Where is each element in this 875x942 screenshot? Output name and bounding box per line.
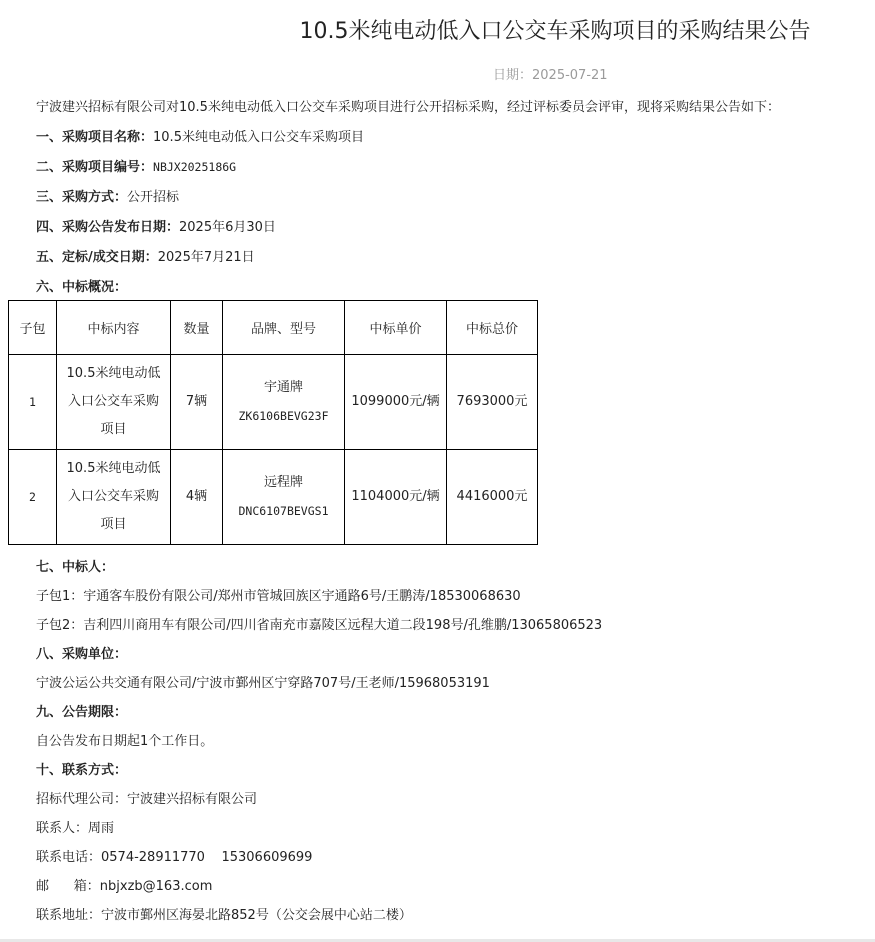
deal-date-value: 2025年7月21日 <box>157 250 255 265</box>
pubdate-label: 四、采购公告发布日期： <box>36 220 180 235</box>
content-line: 项目 <box>100 422 127 437</box>
unit-price-cell: 1104000元/辆 <box>345 450 447 545</box>
qty-cell: 7辆 <box>171 355 223 450</box>
project-name-line <box>36 126 364 145</box>
table-row <box>9 355 538 450</box>
header-cell: 品牌、型号 <box>223 301 345 355</box>
brand-cell <box>223 450 345 545</box>
project-code-line <box>36 156 236 175</box>
deal-date-line <box>36 246 255 265</box>
table-row <box>9 450 538 545</box>
content-line: 入口公交车采购 <box>67 394 159 409</box>
project-name-label: 一、采购项目名称： <box>36 130 154 145</box>
header-cell: 数量 <box>171 301 223 355</box>
intro-text: 宁波建兴招标有限公司对10.5米纯电动低入口公交车采购项目进行公开招标采购，经过评标委员会评审，现将采购结果公告如下： <box>36 100 780 115</box>
method-label: 三、采购方式： <box>36 190 128 205</box>
publish-date: 日期：2025-07-21 <box>493 68 608 83</box>
model-name: DNC6107BEVGS1 <box>238 504 329 518</box>
winner-package-2: 子包2：吉利四川商用车有限公司/四川省南充市嘉陵区远程大道二段198号/孔维鹏/13065806523 <box>36 618 603 633</box>
header-cell: 中标内容 <box>57 301 171 355</box>
deal-date-label: 五、定标/成交日期： <box>36 250 158 265</box>
pkg-cell: 2 <box>9 450 57 545</box>
winner-package-1: 子包1：宇通客车股份有限公司/郑州市管城回族区宇通路6号/王鹏涛/18530068630 <box>36 589 521 604</box>
winners-heading: 七、中标人： <box>36 560 115 575</box>
buyer-info: 宁波公运公共交通有限公司/宁波市鄞州区宁穿路707号/王老师/15968053191 <box>36 676 490 691</box>
buyer-heading: 八、采购单位： <box>36 647 128 662</box>
method-value: 公开招标 <box>127 190 180 205</box>
header-cell: 中标单价 <box>345 301 447 355</box>
brand-cell <box>223 355 345 450</box>
contact-address: 联系地址：宁波市鄞州区海晏北路852号（公交会展中心站二楼） <box>36 908 412 923</box>
content-line: 10.5米纯电动低 <box>66 461 161 476</box>
total-price-cell: 7693000元 <box>447 355 538 450</box>
content-line: 10.5米纯电动低 <box>66 366 161 381</box>
overview-heading: 六、中标概况： <box>36 280 128 295</box>
period-info: 自公告发布日期起1个工作日。 <box>36 734 214 749</box>
qty-cell: 4辆 <box>171 450 223 545</box>
result-table <box>8 300 538 545</box>
table-header-row <box>9 301 538 355</box>
header-cell: 中标总价 <box>447 301 538 355</box>
contact-email: 邮 箱：nbjxzb@163.com <box>36 879 213 894</box>
content-cell <box>57 355 171 450</box>
pubdate-value: 2025年6月30日 <box>179 220 276 235</box>
period-heading: 九、公告期限： <box>36 705 128 720</box>
model-name: ZK6106BEVG23F <box>238 409 329 423</box>
method-line <box>36 186 179 205</box>
content-line: 项目 <box>100 517 127 532</box>
content-cell <box>57 450 171 545</box>
contact-agency: 招标代理公司：宁波建兴招标有限公司 <box>36 792 258 807</box>
pubdate-line <box>36 216 276 235</box>
content-line: 入口公交车采购 <box>67 489 159 504</box>
project-name-value: 10.5米纯电动低入口公交车采购项目 <box>153 130 364 145</box>
brand-name: 宇通牌 <box>263 380 303 395</box>
contact-person: 联系人：周雨 <box>36 821 115 836</box>
project-code-value: NBJX2025186G <box>153 160 237 174</box>
brand-name: 远程牌 <box>263 475 303 490</box>
pkg-cell: 1 <box>9 355 57 450</box>
header-cell: 子包 <box>9 301 57 355</box>
contact-phone: 联系电话：0574-28911770 15306609699 <box>36 850 313 865</box>
page-title: 10.5米纯电动低入口公交车采购项目的采购结果公告 <box>299 19 811 44</box>
project-code-label: 二、采购项目编号： <box>36 160 154 175</box>
total-price-cell: 4416000元 <box>447 450 538 545</box>
contact-heading: 十、联系方式： <box>36 763 128 778</box>
unit-price-cell: 1099000元/辆 <box>345 355 447 450</box>
